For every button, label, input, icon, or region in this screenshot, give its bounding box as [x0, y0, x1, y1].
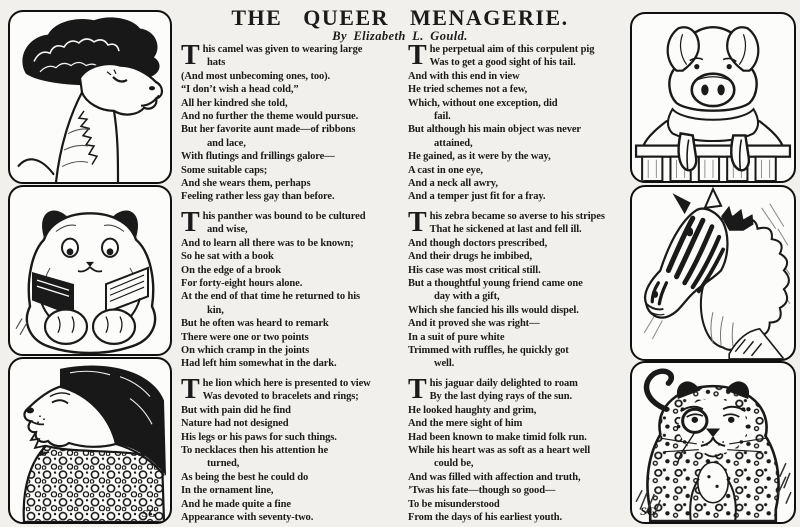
poem-line: From the days of his earliest youth. [408, 512, 562, 524]
artist-signature: SG [142, 508, 157, 521]
poem-line: In the ornament line, [181, 485, 274, 497]
poem-line: He tried schemes not a few, [408, 84, 528, 96]
poem-line: Was devoted to bracelets and rings; [202, 391, 359, 403]
poem-line: While his heart was as soft as a heart well [408, 445, 591, 457]
poem-line: Some suitable caps; [181, 164, 268, 176]
drop-cap: T [181, 40, 200, 71]
poem-line: turned, [207, 458, 240, 470]
poem-line: Nature had not designed [181, 418, 289, 430]
poem-line: ’Twas his fate—though so good— [408, 485, 556, 497]
panther-reading-book-illustration [10, 187, 170, 354]
poem-line: On which cramp in the joints [181, 345, 310, 357]
poem-line: day with a gift, [434, 291, 500, 303]
poem-line: could be, [434, 458, 474, 470]
poem-line: Had left him somewhat in the dark. [181, 358, 337, 370]
poem-line: “I don’t wish a head cold,” [181, 84, 299, 96]
poem-line: At the end of that time he returned to his [181, 291, 361, 303]
byline: By Elizabeth L. Gould. [332, 29, 468, 43]
poem-line: As being the best he could do [181, 471, 309, 483]
illustration-panel-lion [8, 357, 172, 524]
poem-line: Which she fancied his ills would dispel. [408, 304, 579, 316]
zebra-in-ruffled-suit-illustration [632, 187, 794, 359]
poem-line: With flutings and frillings galore— [181, 151, 335, 163]
poem-line: So he sat with a book [181, 251, 274, 263]
poem-line: And to learn all there was to be known; [181, 237, 354, 249]
illustration-panel-zebra [630, 185, 796, 361]
poem-line: And their drugs he imbibed, [408, 251, 533, 263]
poem-line: But a thoughtful young friend came one [408, 278, 583, 290]
poem-line: he perpetual aim of this corpulent pig [429, 44, 595, 55]
poem-line: A cast in one eye, [408, 164, 483, 176]
poem-line: And the mere sight of him [408, 418, 523, 430]
poem-line: hats [207, 57, 226, 69]
poem-line: Trimmed with ruffles, he quickly got [408, 345, 569, 357]
poem-line: By the last dying rays of the sun. [429, 391, 573, 403]
poem-line: And no further the theme would pursue. [181, 111, 359, 123]
jaguar-with-monocle-illustration [632, 363, 794, 522]
poem-jaguar [408, 374, 634, 524]
illustration-panel-panther [8, 185, 172, 356]
poem-line: All her kindred she told, [181, 97, 288, 109]
poem-line: his camel was given to wearing large [202, 44, 363, 55]
camel-in-hat-illustration [10, 12, 170, 182]
poem-zebra [408, 207, 634, 371]
poem-line: his zebra became so averse to his stripes [429, 211, 605, 222]
poem-line: And she wears them, perhaps [181, 178, 311, 190]
poem-line: fail. [434, 111, 451, 123]
poem-line: Was to get a good sight of his tail. [429, 57, 576, 69]
poem-line: And though doctors prescribed, [408, 237, 548, 249]
pig-at-fence-illustration [632, 14, 794, 181]
drop-cap: T [408, 374, 427, 405]
poem-line: Feeling rather less gay than before. [181, 191, 335, 203]
illustration-panel-pig [630, 12, 796, 183]
poem-line: he lion which here is presented to view [202, 378, 371, 389]
poem-line: And a temper just fit for a fray. [408, 191, 546, 203]
poem-line: Had been known to make timid folk run. [408, 431, 587, 443]
poem-line: He gained, as it were by the way, [408, 151, 551, 163]
poem-lion [181, 374, 407, 524]
poem-line: well. [434, 358, 455, 370]
poem-line: To necklaces then his attention he [181, 445, 329, 457]
poem-line: But with pain did he find [181, 404, 291, 416]
poem-line: There were one or two points [181, 331, 309, 343]
artist-signature: SG [640, 504, 656, 519]
poem-line: To be misunderstood [408, 498, 500, 510]
poem-line: But although his main object was never [408, 124, 581, 136]
poem-line: And it proved she was right— [408, 318, 540, 330]
poem-line: his jaguar daily delighted to roam [429, 378, 578, 389]
poem-pig [408, 40, 634, 204]
illustration-panel-jaguar [630, 361, 796, 524]
poem-line: Appearance with seventy-two. [181, 512, 314, 524]
poem-line: His legs or his paws for such things. [181, 431, 337, 443]
poem-line: That he sickened at last and fell ill. [429, 224, 582, 236]
poem-line: his panther was bound to be cultured [202, 211, 366, 222]
poem-line: But he often was heard to remark [181, 318, 329, 330]
lion-with-necklaces-illustration [10, 359, 170, 522]
poem-line: And a neck all awry, [408, 178, 498, 190]
drop-cap: T [181, 374, 200, 405]
poem-line: And he made quite a fine [181, 498, 291, 510]
poem-line: and wise, [207, 224, 248, 236]
poem-camel [181, 40, 407, 204]
poem-line: He looked haughty and grim, [408, 404, 537, 416]
drop-cap: T [408, 207, 427, 238]
poem-line: And was filled with affection and truth, [408, 471, 581, 483]
poem-line: And with this end in view [408, 70, 520, 82]
poem-line: Which, without one exception, did [408, 97, 558, 109]
poem-line: kin, [207, 304, 224, 316]
page-title: THE QUEER MENAGERIE. [231, 5, 569, 30]
poem-line: But her favorite aunt made—of ribbons [181, 124, 356, 136]
drop-cap: T [181, 207, 200, 238]
poem-line: (And most unbecoming ones, too). [181, 70, 331, 82]
poem-line: On the edge of a brook [181, 264, 281, 276]
poem-line: and lace, [207, 137, 246, 149]
poem-line: In a suit of pure white [408, 331, 505, 343]
poem-line: For forty-eight hours alone. [181, 278, 303, 290]
drop-cap: T [408, 40, 427, 71]
poem-panther [181, 207, 407, 371]
poem-line: His case was most critical still. [408, 264, 541, 276]
illustration-panel-camel [8, 10, 172, 184]
poem-line: attained, [434, 137, 473, 149]
